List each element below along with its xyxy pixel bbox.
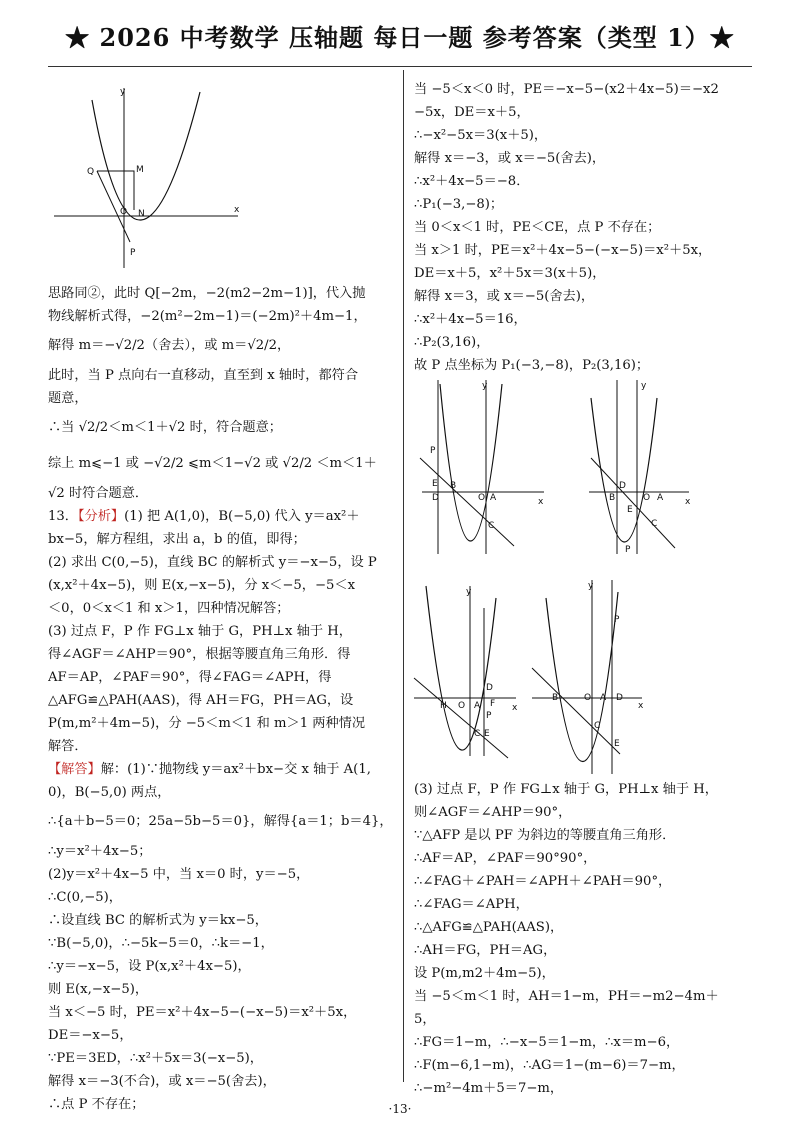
left-line: 0)，B(−5,0) 两点， bbox=[48, 785, 171, 800]
right-line: ∴x²＋4x−5＝16， bbox=[414, 312, 527, 327]
left-line: P(m,m²＋4m−5)，分 −5＜m＜1 和 m＞1 两种情况 bbox=[48, 716, 366, 731]
fig-d-e: E bbox=[614, 739, 620, 749]
left-line: ∴设直线 BC 的解析式为 y＝kx−5， bbox=[48, 913, 268, 928]
left-column bbox=[48, 282, 393, 1116]
right-line: ∴∠FAG＋∠PAH＝∠APH＋∠PAH＝90°， bbox=[414, 874, 672, 889]
fig-b-b: B bbox=[609, 493, 616, 503]
left-line: (3) 过点 F，P 作 FG⊥x 轴于 G，PH⊥x 轴于 H， bbox=[48, 624, 352, 639]
fig-d-c: C bbox=[594, 721, 601, 731]
left-line: AF＝AP，∠PAF＝90°，得∠FAG＝∠APH，得 bbox=[48, 670, 332, 685]
right-line: 当 x＞1 时，PE＝x²＋4x−5−(−x−5)＝x²＋5x， bbox=[414, 243, 712, 258]
right-line: ∴F(m−6,1−m)，∴AG＝1−(m−6)＝7−m， bbox=[414, 1058, 685, 1073]
left-line: ∴{a＋b−5＝0；25a−5b−5＝0}，解得{a＝1；b＝4}， bbox=[48, 814, 393, 829]
fig-a-d: D bbox=[432, 493, 439, 503]
fig-c-e: E bbox=[484, 729, 490, 739]
figure-case-c bbox=[412, 578, 547, 760]
left-line: (x,x²＋4x−5)，则 E(x,−x−5)，分 x＜−5，−5＜x bbox=[48, 578, 356, 593]
left-line: ∵B(−5,0)，∴−5k−5＝0，∴k＝−1， bbox=[48, 936, 274, 951]
page-number: ·13· bbox=[388, 1102, 412, 1116]
left-line: 解答． bbox=[48, 739, 88, 754]
left-line: 思路同②，此时 Q[−2m，−2(m2−2m−1)]，代入抛 bbox=[48, 286, 366, 301]
right-line: 设 P(m,m2＋4m−5)， bbox=[414, 966, 555, 981]
fig-b-d: D bbox=[619, 481, 626, 491]
left-line: 物线解析式得，−2(m²−2m−1)＝(−2m)²＋4m−1， bbox=[48, 309, 367, 324]
right-line: 解得 x＝−3，或 x＝−5(舍去)， bbox=[414, 151, 606, 166]
right-line: 则∠AGF＝∠AHP＝90°， bbox=[414, 805, 572, 820]
right-line: (3) 过点 F，P 作 FG⊥x 轴于 G，PH⊥x 轴于 H， bbox=[414, 782, 718, 797]
fig-c-p: P bbox=[486, 711, 492, 721]
left-line: 则 E(x,−x−5)， bbox=[48, 982, 149, 997]
fig-c-x: x bbox=[512, 703, 518, 713]
left-line: 题意， bbox=[48, 391, 88, 406]
fig-d-o: O bbox=[584, 693, 592, 703]
left-line: △AFG≌△PAH(AAS)，得 AH＝FG，PH＝AG，设 bbox=[48, 693, 354, 708]
right-line: 当 −5＜x＜0 时，PE＝−x−5−(x2＋4x−5)＝−x2 bbox=[414, 82, 719, 97]
fig-c-a: A bbox=[474, 701, 481, 711]
right-line: ∴△AFG≌△PAH(AAS)， bbox=[414, 920, 564, 935]
left-line: (2)y＝x²＋4x−5 中，当 x＝0 时，y＝−5， bbox=[48, 867, 310, 882]
right-column-bottom bbox=[414, 778, 754, 1100]
fig-top-o: O bbox=[120, 207, 128, 217]
fig-a-c: C bbox=[488, 521, 495, 531]
left-line: 此时，当 P 点向右一直移动，直至到 x 轴时，都符合 bbox=[48, 368, 359, 383]
fig-b-y: y bbox=[641, 381, 647, 391]
right-line: 当 −5＜m＜1 时，AH＝1−m，PH＝−m2−4m＋ bbox=[414, 989, 719, 1004]
right-line: 5， bbox=[414, 1012, 436, 1027]
left-line: 13．【分析】(1) 把 A(1,0)，B(−5,0) 代入 y＝ax²＋ bbox=[48, 509, 360, 524]
fig-a-p: P bbox=[430, 446, 436, 456]
fig-d-x: x bbox=[638, 701, 644, 711]
fig-b-x: x bbox=[685, 497, 691, 507]
fig-b-e: E bbox=[627, 505, 633, 515]
fig-c-d: D bbox=[486, 683, 493, 693]
right-line: 故 P 点坐标为 P₁(−3,−8)，P₂(3,16)； bbox=[414, 358, 650, 373]
right-line: DE＝x＋5，x²＋5x＝3(x＋5)， bbox=[414, 266, 606, 281]
fig-a-a: A bbox=[490, 493, 497, 503]
left-line: √2 时符合题意． bbox=[48, 486, 149, 501]
figure-case-a bbox=[418, 378, 578, 558]
fig-d-b: B bbox=[552, 693, 559, 703]
fig-top-y: y bbox=[120, 87, 126, 97]
figure-case-b bbox=[585, 378, 745, 558]
fig-c-y: y bbox=[466, 587, 472, 597]
right-line: 当 0＜x＜1 时，PE＜CE，点 P 不存在； bbox=[414, 220, 661, 235]
left-line: ＜0，0＜x＜1 和 x＞1，四种情况解答； bbox=[48, 601, 290, 616]
left-line: ∵PE＝3ED，∴x²＋5x＝3(−x−5)， bbox=[48, 1051, 263, 1066]
right-line: ∴−x²−5x＝3(x＋5)， bbox=[414, 128, 548, 143]
fig-c-h: H bbox=[440, 701, 447, 711]
fig-d-y: y bbox=[588, 581, 594, 591]
left-line: 当 x＜−5 时，PE＝x²＋4x−5−(−x−5)＝x²＋5x， bbox=[48, 1005, 357, 1020]
left-line: ∴C(0,−5)， bbox=[48, 890, 122, 905]
figure-case-d bbox=[528, 578, 668, 778]
fig-c-o: O bbox=[458, 701, 466, 711]
fig-a-y: y bbox=[482, 381, 488, 391]
right-line: ∴P₂(3,16)， bbox=[414, 335, 490, 350]
left-line: 综上 m⩽−1 或 −√2/2 ⩽m＜1−√2 或 √2/2 ＜m＜1＋ bbox=[48, 456, 377, 471]
left-line: 解得 m＝−√2/2（舍去），或 m＝√2/2， bbox=[48, 338, 291, 353]
right-line: ∴x²＋4x−5＝−8． bbox=[414, 174, 530, 189]
header-rule bbox=[48, 66, 752, 67]
right-line: ∴FG＝1−m，∴−x−5＝1−m，∴x＝m−6， bbox=[414, 1035, 680, 1050]
fig-a-b: B bbox=[450, 481, 457, 491]
fig-top-x: x bbox=[234, 205, 240, 215]
fig-top-m: M bbox=[136, 165, 144, 175]
right-line: 解得 x＝3，或 x＝−5(舍去)， bbox=[414, 289, 595, 304]
fig-top-n: N bbox=[138, 209, 145, 219]
right-line: −5x，DE＝x＋5， bbox=[414, 105, 530, 120]
left-line: ∴y＝x²＋4x−5； bbox=[48, 844, 152, 859]
left-line: ∴点 P 不存在； bbox=[48, 1097, 145, 1112]
page-header: ★ 2026 中考数学 压轴题 每日一题 参考答案（类型 1）★ bbox=[65, 23, 735, 52]
fig-top-q: Q bbox=[87, 167, 95, 177]
figure-parabola-q bbox=[50, 82, 250, 272]
right-line: ∴AF＝AP，∠PAF＝90°90°， bbox=[414, 851, 597, 866]
right-column-top bbox=[414, 78, 754, 377]
fig-b-c: C bbox=[651, 519, 658, 529]
left-line: bx−5，解方程组，求出 a，b 的值，即得； bbox=[48, 532, 306, 547]
left-line: ∴当 √2/2＜m＜1＋√2 时，符合题意； bbox=[48, 420, 282, 435]
right-line: ∴∠FAG＝∠APH， bbox=[414, 897, 529, 912]
right-line: ∴AH＝FG，PH＝AG， bbox=[414, 943, 557, 958]
left-line: 解得 x＝−3(不合)，或 x＝−5(舍去)， bbox=[48, 1074, 276, 1089]
left-line: ∴y＝−x−5，设 P(x,x²＋4x−5)， bbox=[48, 959, 251, 974]
fig-a-e: E bbox=[432, 479, 438, 489]
right-line: ∴−m²−4m＋5＝7−m， bbox=[414, 1081, 564, 1096]
left-line: (2) 求出 C(0,−5)，直线 BC 的解析式 y＝−x−5，设 P bbox=[48, 555, 377, 570]
fig-b-a: A bbox=[657, 493, 664, 503]
fig-a-x: x bbox=[538, 497, 544, 507]
left-line: 【解答】解：(1)∵抛物线 y＝ax²＋bx−交 x 轴于 A(1, bbox=[48, 762, 371, 777]
fig-b-p: P bbox=[625, 545, 631, 555]
left-line: DE＝−x−5， bbox=[48, 1028, 133, 1043]
fig-c-f: F bbox=[490, 699, 496, 709]
fig-d-d: D bbox=[616, 693, 623, 703]
fig-top-p: P bbox=[130, 248, 136, 258]
fig-d-p: P bbox=[614, 615, 620, 625]
right-line: ∴P₁(−3,−8)； bbox=[414, 197, 504, 212]
column-divider bbox=[403, 70, 404, 1082]
fig-a-o: O bbox=[478, 493, 486, 503]
fig-d-a: A bbox=[600, 693, 607, 703]
right-line: ∵△AFP 是以 PF 为斜边的等腰直角三角形． bbox=[414, 828, 676, 843]
left-line: 得∠AGF＝∠AHP＝90°，根据等腰直角三角形．得 bbox=[48, 647, 351, 662]
fig-b-o: O bbox=[643, 493, 651, 503]
fig-c-c: C bbox=[474, 729, 481, 739]
